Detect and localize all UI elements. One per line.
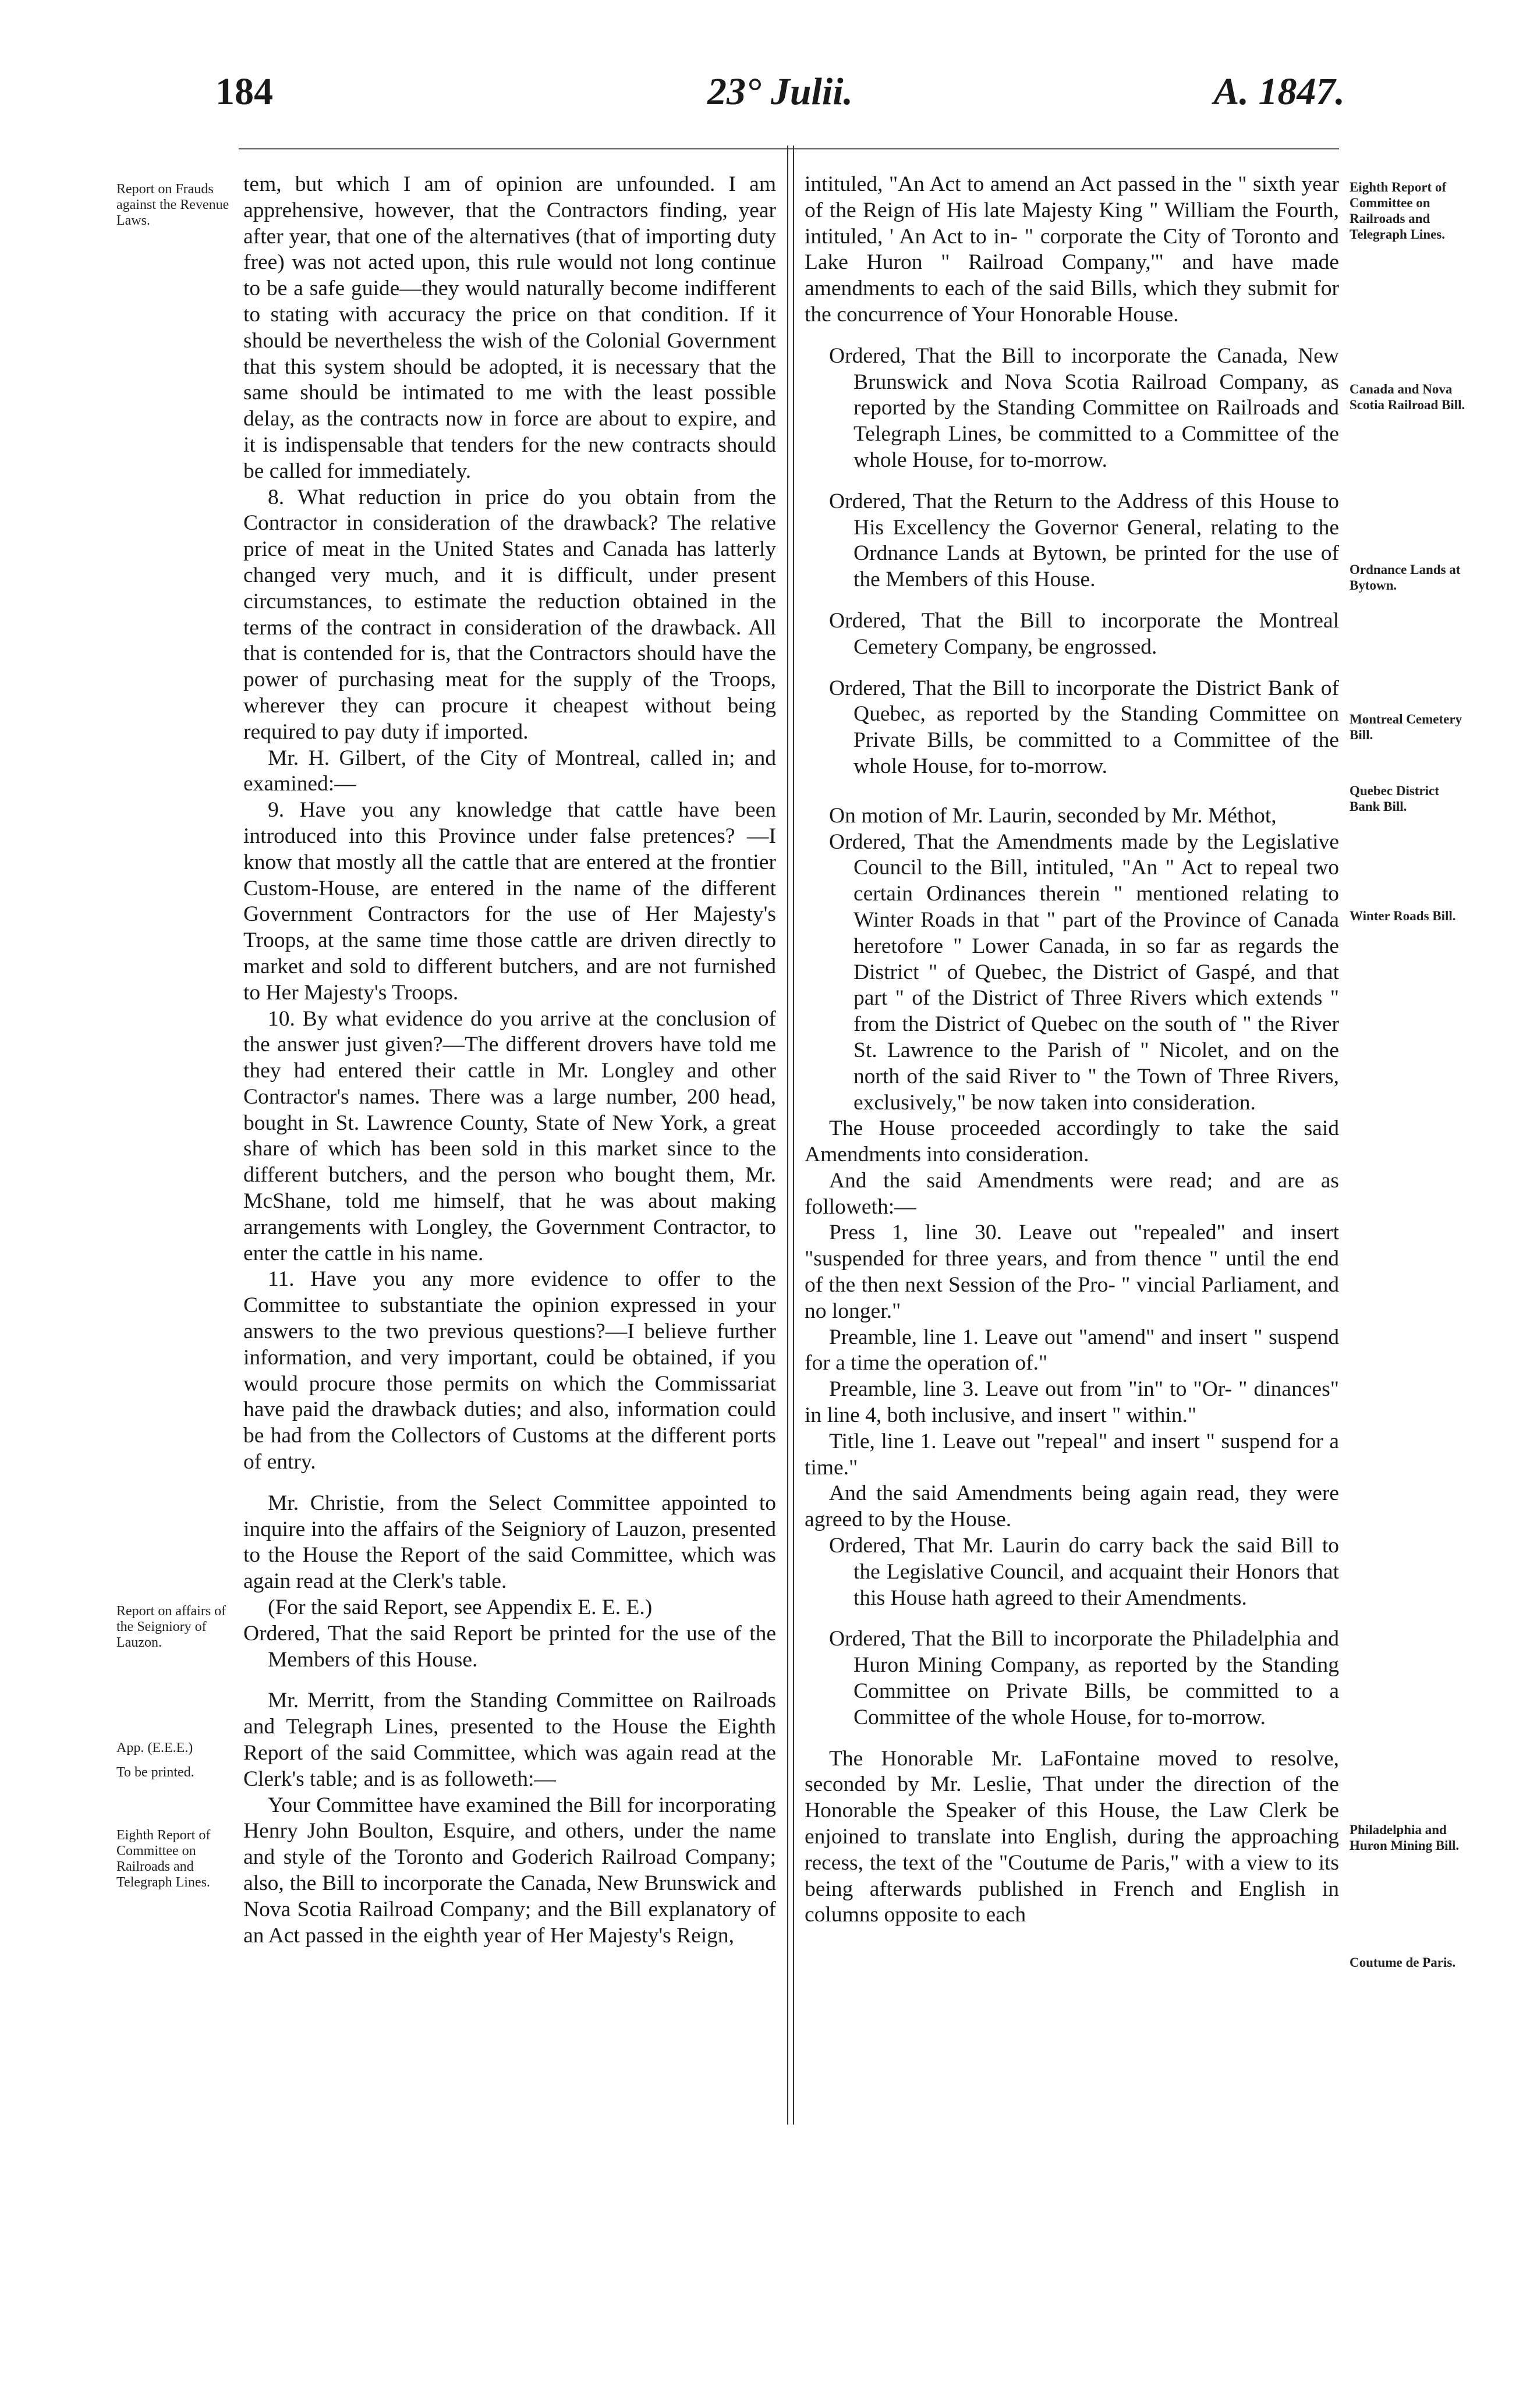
paragraph: Ordered, That the Amendments made by the Legislative Council to the Bill, intituled, "An " Act to repeal two certain Ordinances therein " mentioned relating to Winter Roads in that " part of the Province of Canada heretofore " Lower Canada, in so far as regards the District " of Quebec, the District of Gaspé, and that part " of the District of Three Rivers which extends " from the District of Quebec on the south of " the River St. Lawrence to the Parish of " Nicolet, and on the north of the said River to " the Town of Three Rivers, exclusively," be now taken into consideration. [829, 829, 1339, 1115]
margin-note-ordnance-lands: Ordnance Lands at Bytown. [1350, 562, 1461, 593]
paragraph: 9. Have you any knowledge that cattle have been introduced into this Province under false pretences? —I know that mostly all the cattle that are entered at the frontier Custom-House, are entered in the name of the different Government Contractors for the use of Her Majesty's Troops, at the same time those cattle are driven directly to market and sold to different butchers, and are not furnished to Her Majesty's Troops. [243, 798, 776, 1005]
spacer [805, 593, 1339, 608]
paragraph: Title, line 1. Leave out "repeal" and insert " suspend for a time." [805, 1429, 1339, 1480]
paragraph: Ordered, That the Bill to incorporate the Montreal Cemetery Company, be engrossed. [829, 608, 1339, 659]
margin-note-lauzon-report: Report on affairs of the Seigniory of Lauzon. [116, 1604, 226, 1650]
spacer [805, 780, 1339, 803]
paragraph: tem, but which I am of opinion are unfounded. I am apprehensive, however, that the Contractors finding, year after year, that one of the alternatives (that of importing duty free) was not acted upon, this rule would not long continue to be a safe guide—they would naturally become indifferent to stating with accuracy the price on that condition. If it should be nevertheless the wish of the Colonial Government that this system should be adopted, it is necessary that the same should be intimated to me with the least possible delay, as the contracts now in force are about to expire, and it is indispensable that tenders for the new contracts should be called for immediately. [243, 172, 776, 483]
spacer [805, 474, 1339, 489]
margin-note-winter-roads: Winter Roads Bill. [1350, 909, 1456, 923]
paragraph: The House proceeded accordingly to take the said Amendments into consideration. [805, 1116, 1339, 1167]
margin-note-canada-railroad: Canada and Nova Scotia Railroad Bill. [1350, 382, 1465, 412]
paragraph: Mr. Merritt, from the Standing Committee on Railroads and Telegraph Lines, presented to the House the Eighth Report of the said Committee, which was again read at the Clerk's table; and is as followeth:— [243, 1689, 776, 1791]
paragraph: Ordered, That the Bill to incorporate the District Bank of Quebec, as reported by the Standing Committee on Private Bills, be committed to a Committee of the whole House, for to-morrow. [829, 676, 1339, 778]
margin-note-to-be-printed: To be printed. [116, 1765, 194, 1780]
paragraph: Preamble, line 1. Leave out "amend" and insert " suspend for a time the operation of." [805, 1325, 1339, 1375]
paragraph: 10. By what evidence do you arrive at the conclusion of the answer just given?—The different drovers have told me they had entered their cattle in Mr. Longley and other Contractor's names. There was a large number, 200 head, bought in St. Lawrence County, State of New York, a great share of which has been sold in this market since to the different butchers, and the person who bought them, Mr. McShane, told me himself, that he was about making arrangements with Longley, the Government Contractor, to enter the cattle in his name. [243, 1006, 776, 1265]
paragraph: Preamble, line 3. Leave out from "in" to "Or- " dinances" in line 4, both inclusive, and insert " within." [805, 1377, 1339, 1428]
page-year: A. 1847. [1213, 70, 1345, 113]
paragraph: The Honorable Mr. LaFontaine moved to resolve, seconded by Mr. Leslie, That under the direction of the Honorable the Speaker of this House, the Law Clerk be enjoined to translate into English, during the approaching recess, the text of the "Coutume de Paris," with a view to its being afterwards published in French and English in columns opposite to each [805, 1746, 1339, 1927]
paragraph: Ordered, That the Bill to incorporate the Canada, New Brunswick and Nova Scotia Railroad Company, as reported by the Standing Committee on Railroads and Telegraph Lines, be committed to a Committee of the whole House, for to-morrow. [829, 343, 1339, 472]
left-column [243, 172, 776, 1949]
paragraph: 8. What reduction in price do you obtain from the Contractor in consideration of the drawback? The relative price of meat in the United States and Canada has latterly changed very much, and it is difficult, under present circumstances, to estimate the reduction obtained in the terms of the contract in consideration of the drawback. All that is contended for is, that the Contractors should have the power of purchasing meat for the supply of the Troops, wherever they can procure it cheapest without being required to pay duty if imported. [243, 485, 776, 744]
paragraph: (For the said Report, see Appendix E. E. E.) [268, 1595, 653, 1620]
spacer [243, 1476, 776, 1491]
margin-note-coutume-de-paris: Coutume de Paris. [1350, 1955, 1456, 1970]
paragraph: Ordered, That Mr. Laurin do carry back the said Bill to the Legislative Council, and acquaint their Honors that this House hath agreed to their Amendments. [829, 1534, 1339, 1610]
page-header [215, 70, 1345, 128]
spacer [243, 1673, 776, 1688]
paragraph: Mr. H. Gilbert, of the City of Montreal, called in; and examined:— [243, 746, 776, 796]
paragraph: Press 1, line 30. Leave out "repealed" and insert "suspended for three years, and from thence " until the end of the then next Session of the Pro- " vincial Parliament, and no longer." [805, 1221, 1339, 1323]
page-date: 23° Julii. [707, 70, 853, 113]
margin-note-right-eighth-report: Eighth Report of Committee on Railroads and Telegraph Lines. [1350, 180, 1447, 242]
margin-note-montreal-cemetery: Montreal Cemetery Bill. [1350, 712, 1462, 742]
spacer [805, 1611, 1339, 1626]
paragraph: On motion of Mr. Laurin, seconded by Mr. Méthot, [829, 803, 1277, 828]
spacer [805, 1731, 1339, 1746]
paragraph: Ordered, That the Return to the Address of this House to His Excellency the Governor General, relating to the Ordnance Lands at Bytown, be printed for the use of the Members of this House. [829, 489, 1339, 592]
paragraph: Ordered, That the Bill to incorporate the Philadelphia and Huron Mining Company, as reported by the Standing Committee on Private Bills, be committed to a Committee of the whole House, for to-morrow. [829, 1627, 1339, 1729]
column-separator [787, 146, 794, 2125]
margin-note-appendix: App. (E.E.E.) [116, 1740, 193, 1756]
paragraph: And the said Amendments being again read, they were agreed to by the House. [805, 1481, 1339, 1532]
spacer [805, 328, 1339, 343]
paragraph: Mr. Christie, from the Select Committee appointed to inquire into the affairs of the Seigniory of Lauzon, presented to the House the Report of the said Committee, which was again read at the Clerk's table. [243, 1491, 776, 1594]
spacer [805, 661, 1339, 676]
paragraph: intituled, "An Act to amend an Act passed in the " sixth year of the Reign of His late Majesty King " William the Fourth, intituled, ' An Act to in- " corporate the City of Toronto and Lake Huron " Railroad Company,'" and have made amendments to each of the said Bills, which they submit for the concurrence of Your Honorable House. [805, 172, 1339, 327]
paragraph: And the said Amendments were read; and are as followeth:— [805, 1168, 1339, 1219]
paragraph: 11. Have you any more evidence to offer to the Committee to substantiate the opinion expressed in your answers to the two previous questions?—I believe further information, and very important, could be obtained, if you would procure those permits on which the Commissariat have paid the drawback duties; and also, information could be had from the Collectors of Customs at the different ports of entry. [243, 1267, 776, 1474]
margin-note-eighth-report: Eighth Report of Committee on Railroads and Telegraph Lines. [116, 1828, 211, 1890]
paragraph: Your Committee have examined the Bill for incorporating Henry John Boulton, Esquire, and others, under the name and style of the Toronto and Goderich Railroad Company; also, the Bill to incorporate the Canada, New Brunswick and Nova Scotia Railroad Company; and the Bill explanatory of an Act passed in the eighth year of Her Majesty's Reign, [243, 1793, 776, 1948]
margin-note-philadelphia-mining: Philadelphia and Huron Mining Bill. [1350, 1822, 1460, 1853]
margin-note-frauds-report: Report on Frauds against the Revenue Laws. [116, 182, 229, 228]
right-column [805, 172, 1339, 1928]
page-number: 184 [215, 70, 273, 113]
margin-note-quebec-bank: Quebec District Bank Bill. [1350, 783, 1439, 814]
paragraph: Ordered, That the said Report be printed for the use of the Members of this House. [243, 1621, 776, 1672]
